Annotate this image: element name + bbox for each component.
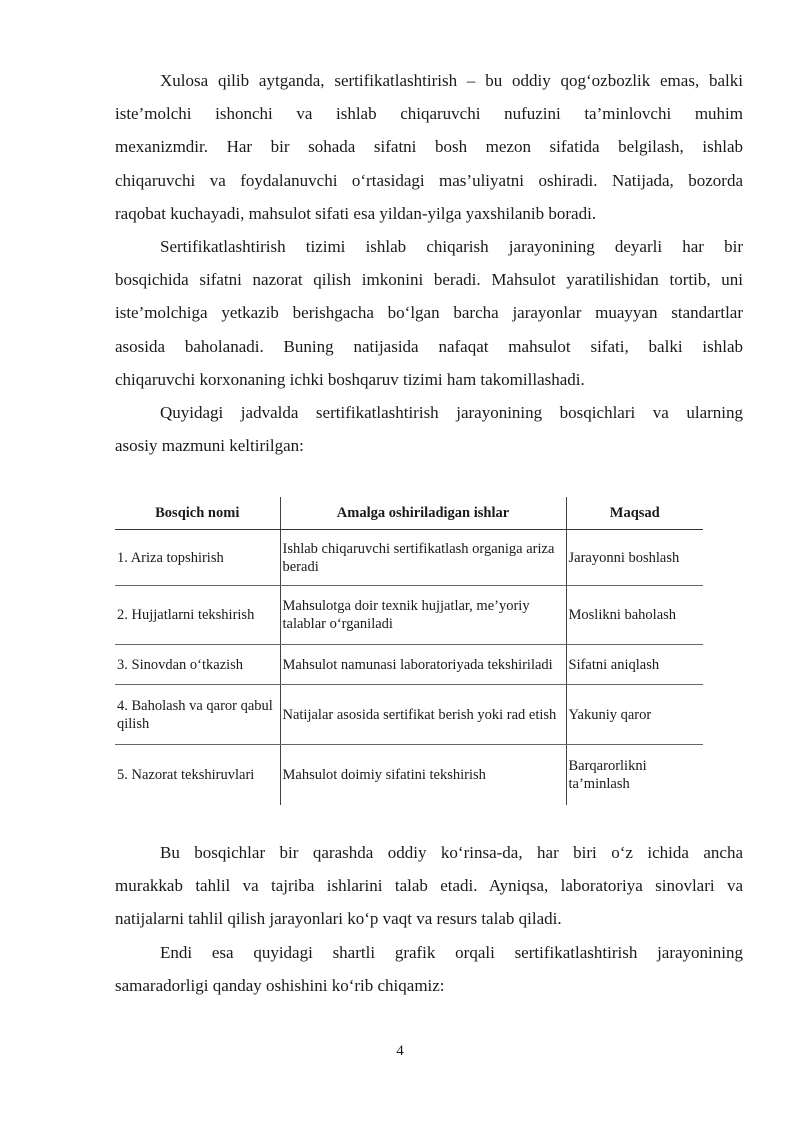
cell-step-name: 5. Nazorat tekshiruvlari [117, 766, 255, 783]
text-line: asosida baholanadi. Buning natijasida nafaqat mahsulot sifati, balki ishlab [115, 336, 743, 356]
text-line: samaradorligi qanday oshishini ko‘rib chiqamiz: [115, 976, 445, 996]
header-step-name: Bosqich nomi [115, 497, 280, 530]
text-line: asosiy mazmuni keltirilgan: [115, 436, 304, 456]
text-line: murakkab tahlil va tajriba ishlarini talab etadi. Ayniqsa, laboratoriya sinovlari va [115, 876, 743, 896]
text-line: Xulosa qilib aytganda, sertifikatlashtirish – bu oddiy qog‘ozbozlik emas, balki [160, 71, 743, 90]
cell-purpose: Sifatni aniqlash [566, 645, 703, 685]
cell-actions: Natijalar asosida sertifikat berish yoki rad etish [280, 685, 566, 745]
table-row [115, 745, 703, 805]
text-line: chiqaruvchi va foydalanuvchi o‘rtasidagi mas’uliyatni oshiradi. Natijada, bozorda [115, 170, 743, 190]
cell-step-name: 3. Sinovdan o‘tkazish [115, 645, 280, 685]
cell-actions: Mahsulotga doir texnik hujjatlar, me’yoriy talablar o‘rganiladi [280, 586, 566, 645]
text-line: Quyidagi jadvalda sertifikatlashtirish jarayonining bosqichlari va ularning [160, 403, 743, 422]
text-line: iste’molchi ishonchi va ishlab chiqaruvchi nufuzini ta’minlovchi muhim [115, 104, 743, 124]
text-line: chiqaruvchi korxonaning ichki boshqaruv tizimi ham takomillashadi. [115, 369, 585, 389]
cell-step-name: 4. Baholash va qaror qabul qilish [115, 685, 280, 745]
cell-actions: Ishlab chiqaruvchi sertifikatlash organiga ariza beradi [280, 530, 566, 586]
paragraph-conclusion [115, 64, 743, 230]
certification-steps-table [115, 497, 703, 805]
paragraph-system [115, 230, 743, 396]
cell-purpose: Jarayonni boshlash [566, 530, 703, 586]
table-row [115, 685, 703, 745]
table-row [115, 530, 703, 586]
text-line: Bu bosqichlar bir qarashda oddiy ko‘rinsa-da, har biri o‘z ichida ancha [160, 843, 743, 862]
paragraph-table-intro [115, 396, 743, 462]
cell-purpose: Barqarorlikni ta’minlash [568, 757, 647, 792]
cell-actions: Mahsulot namunasi laboratoriyada tekshiriladi [280, 645, 566, 685]
table-header-row [115, 497, 703, 530]
header-actions: Amalga oshiriladigan ishlar [280, 497, 566, 530]
cell-purpose: Yakuniy qaror [566, 685, 703, 745]
text-line: iste’molchiga yetkazib berishgacha bo‘lgan barcha jarayonlar muayyan standartlar [115, 303, 743, 323]
table-row [115, 645, 703, 685]
cell-step-name: 1. Ariza topshirish [115, 530, 280, 586]
text-line: mexanizmdir. Har bir sohada sifatni bosh mezon sifatida belgilash, ishlab [115, 137, 743, 157]
text-line: Sertifikatlashtirish tizimi ishlab chiqarish jarayonining deyarli har bir [160, 237, 743, 256]
paragraph-graph-intro [115, 936, 743, 1002]
text-line: bosqichida sifatni nazorat qilish imkonini beradi. Mahsulot yaratilishidan tortib, uni [115, 270, 743, 290]
cell-step-name: 2. Hujjatlarni tekshirish [115, 586, 280, 645]
cell-actions: Mahsulot doimiy sifatini tekshirish [280, 745, 566, 805]
paragraph-complexity [115, 836, 743, 936]
text-line: raqobat kuchayadi, mahsulot sifati esa yildan-yilga yaxshilanib boradi. [115, 203, 597, 223]
text-line: natijalarni tahlil qilish jarayonlari ko‘p vaqt va resurs talab qiladi. [115, 909, 562, 929]
page-number: 4 [396, 1043, 404, 1059]
text-line: Endi esa quyidagi shartli grafik orqali sertifikatlashtirish jarayonining [160, 943, 743, 962]
header-purpose: Maqsad [566, 497, 703, 530]
table-row [115, 586, 703, 645]
cell-purpose: Moslikni baholash [566, 586, 703, 645]
